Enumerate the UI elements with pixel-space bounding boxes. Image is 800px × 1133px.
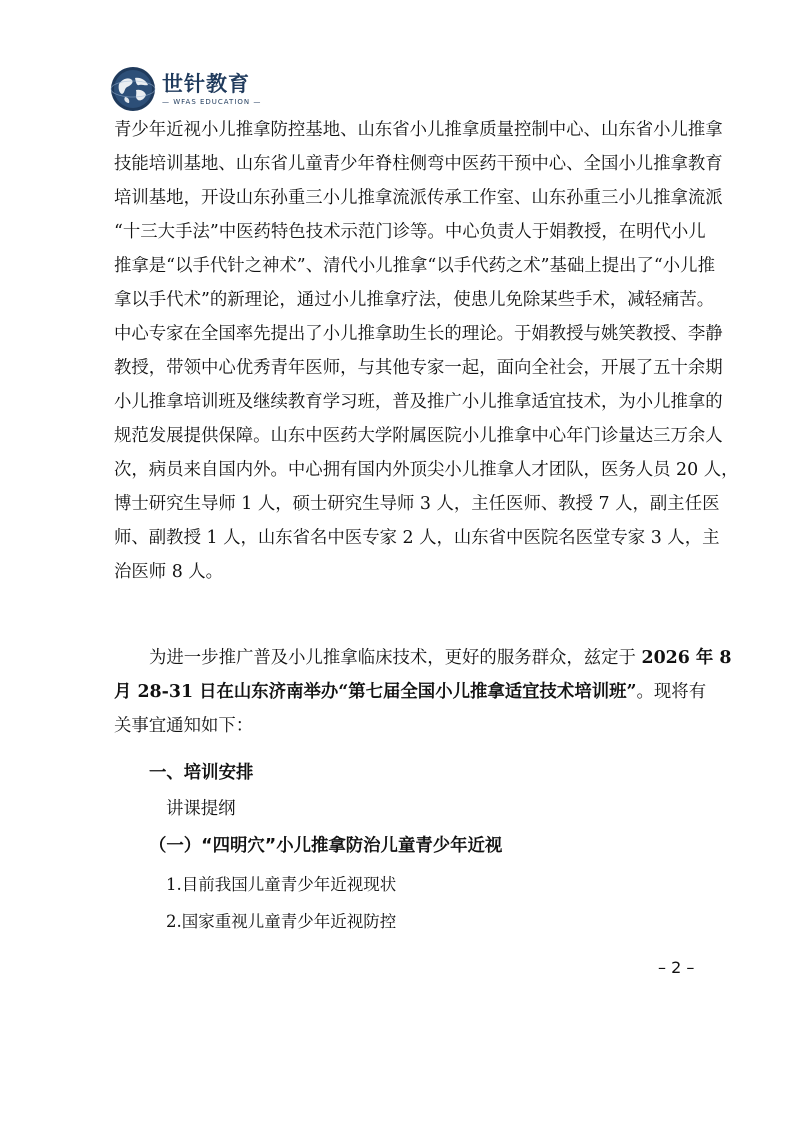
logo-name: 世针教育 <box>162 72 250 96</box>
text-line: 青少年近视小儿推拿防控基地、山东省小儿推拿质量控制中心、山东省小儿推拿 <box>114 120 723 140</box>
text-line: 培训基地，开设山东孙重三小儿推拿流派传承工作室、山东孙重三小儿推拿流派 <box>114 188 723 208</box>
text-segment: 。现将有 <box>636 682 707 702</box>
list-item: 2.国家重视儿童青少年近视防控 <box>166 912 397 931</box>
text-line: 关事宜通知如下： <box>114 716 254 736</box>
paragraph-announcement <box>114 641 732 743</box>
text-line: 治医师 8 人。 <box>114 562 224 582</box>
logo-subtitle: — WFAS EDUCATION — <box>162 98 262 106</box>
page-number: – 2 – <box>658 958 695 977</box>
section-heading: 一、培训安排 <box>149 763 254 783</box>
text-line <box>114 641 732 675</box>
text-line: 小儿推拿培训班及继续教育学习班，普及推广小儿推拿适宜技术，为小儿推拿的 <box>114 392 723 412</box>
date-year-month: 2026 年 8 <box>641 648 732 668</box>
text-line: 推拿是“以手代针之神术”、清代小儿推拿“以手代药之术”基础上提出了“小儿推 <box>114 256 715 276</box>
text-line: 技能培训基地、山东省儿童青少年脊柱侧弯中医药干预中心、全国小儿推拿教育 <box>114 154 723 174</box>
event-date-title: 月 28-31 日在山东济南举办“第七届全国小儿推拿适宜技术培训班” <box>114 682 637 702</box>
text-line: 师、副教授 1 人，山东省名中医专家 2 人，山东省中医院名医堂专家 3 人，主 <box>114 528 720 548</box>
outline-label: 讲课提纲 <box>166 799 236 819</box>
globe-icon <box>110 66 156 112</box>
list-item: 1.目前我国儿童青少年近视现状 <box>166 875 397 894</box>
text-line: 拿以手代术”的新理论，通过小儿推拿疗法，使患儿免除某些手术，减轻痛苦。 <box>114 290 715 310</box>
text-line: “十三大手法”中医药特色技术示范门诊等。中心负责人于娟教授，在明代小儿 <box>114 222 706 242</box>
text-line: 中心专家在全国率先提出了小儿推拿助生长的理论。于娟教授与姚笑教授、李静 <box>114 324 723 344</box>
header-logo <box>110 66 261 112</box>
sub-heading: （一）“四明穴”小儿推拿防治儿童青少年近视 <box>149 836 503 856</box>
text-segment: 为进一步推广普及小儿推拿临床技术，更好的服务群众，兹定于 <box>149 648 642 668</box>
text-line <box>114 675 707 709</box>
text-line: 次，病员来自国内外。中心拥有国内外顶尖小儿推拿人才团队，医务人员 20 人， <box>114 460 739 480</box>
text-line: 规范发展提供保障。山东中医药大学附属医院小儿推拿中心年门诊量达三万余人 <box>114 426 723 446</box>
text-line: 教授，带领中心优秀青年医师，与其他专家一起，面向全社会，开展了五十余期 <box>114 358 723 378</box>
paragraph-intro <box>114 113 739 589</box>
text-line: 博士研究生导师 1 人，硕士研究生导师 3 人，主任医师、教授 7 人，副主任医 <box>114 494 720 514</box>
